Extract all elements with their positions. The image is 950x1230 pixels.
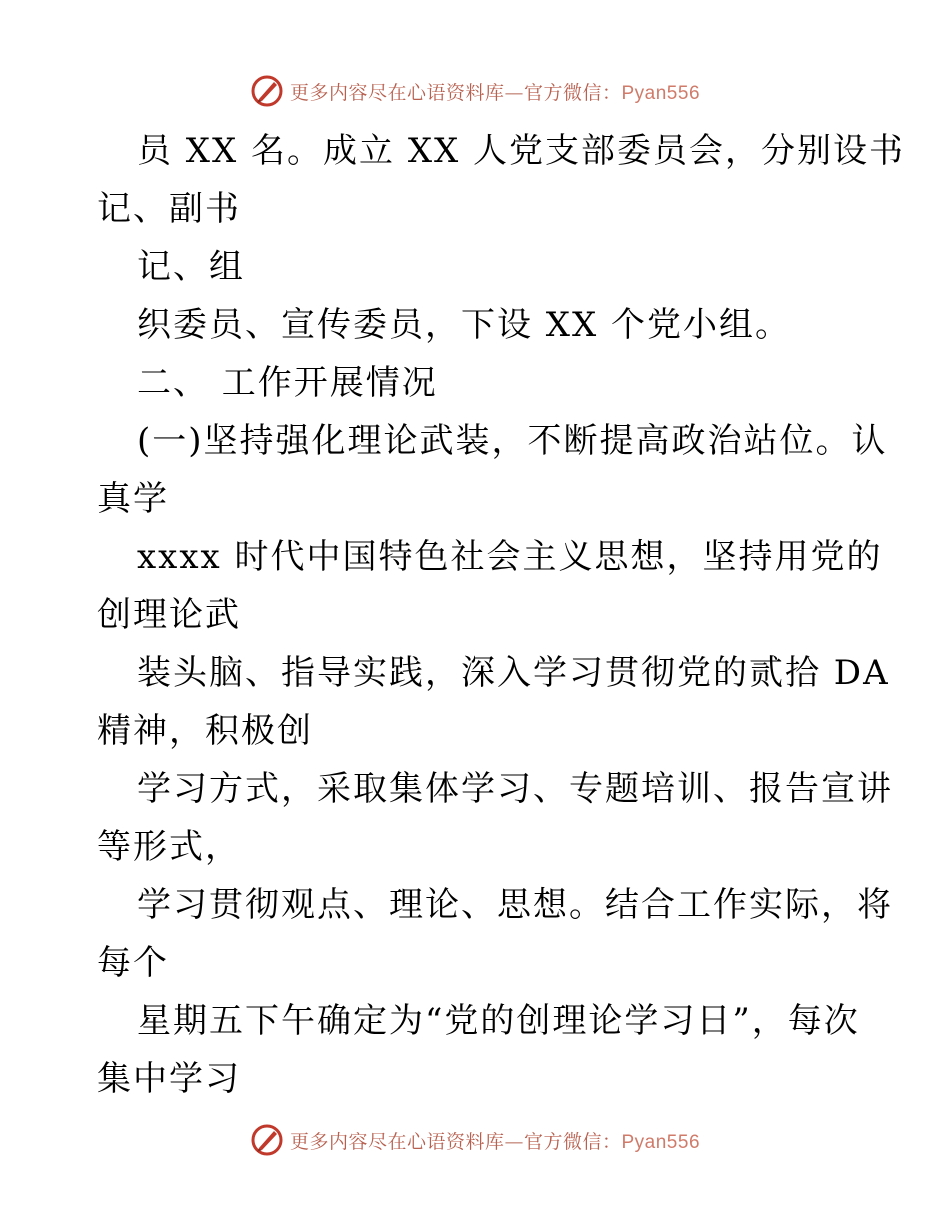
watermark-footer [0, 1120, 950, 1160]
paragraph-line: 学习方式，采取集体学习、专题培训、报告宣讲 [137, 769, 893, 809]
paragraph-line: 装头脑、指导实践，深入学习贯彻党的贰拾 DA [137, 653, 890, 693]
watermark-text: 更多内容尽在心语资料库—官方微信：Pyan556 [289, 1130, 701, 1153]
paragraph-line: 每个 [97, 943, 169, 983]
paragraph-line: 记、副书 [97, 189, 241, 229]
paragraph-line: 真学 [97, 479, 169, 519]
paragraph-line: xxxx 时代中国特色社会主义思想，坚持用党的 [137, 537, 883, 577]
quill-logo-icon [250, 1123, 284, 1157]
document-body [97, 122, 906, 1108]
paragraph-line: 学习贯彻观点、理论、思想。结合工作实际，将 [137, 885, 893, 925]
quill-logo-icon [250, 74, 284, 108]
paragraph-line: (一)坚持强化理论武装，不断提高政治站位。认 [137, 421, 888, 461]
paragraph-line: 精神，积极创 [97, 711, 313, 751]
watermark-header [0, 71, 950, 111]
watermark-text: 更多内容尽在心语资料库—官方微信：Pyan556 [289, 81, 701, 104]
paragraph-line: 记、组 [137, 247, 245, 287]
paragraph-line: 员 XX 名。成立 XX 人党支部委员会，分别设书 [137, 131, 906, 171]
paragraph-line: 织委员、宣传委员，下设 XX 个党小组。 [137, 305, 792, 345]
section-heading: 二、 工作开展情况 [137, 363, 438, 403]
paragraph-line: 集中学习 [97, 1059, 241, 1099]
paragraph-line: 等形式， [97, 827, 241, 867]
paragraph-line: 创理论武 [97, 595, 241, 635]
paragraph-line: 星期五下午确定为“党的创理论学习日”，每次 [137, 1001, 860, 1041]
